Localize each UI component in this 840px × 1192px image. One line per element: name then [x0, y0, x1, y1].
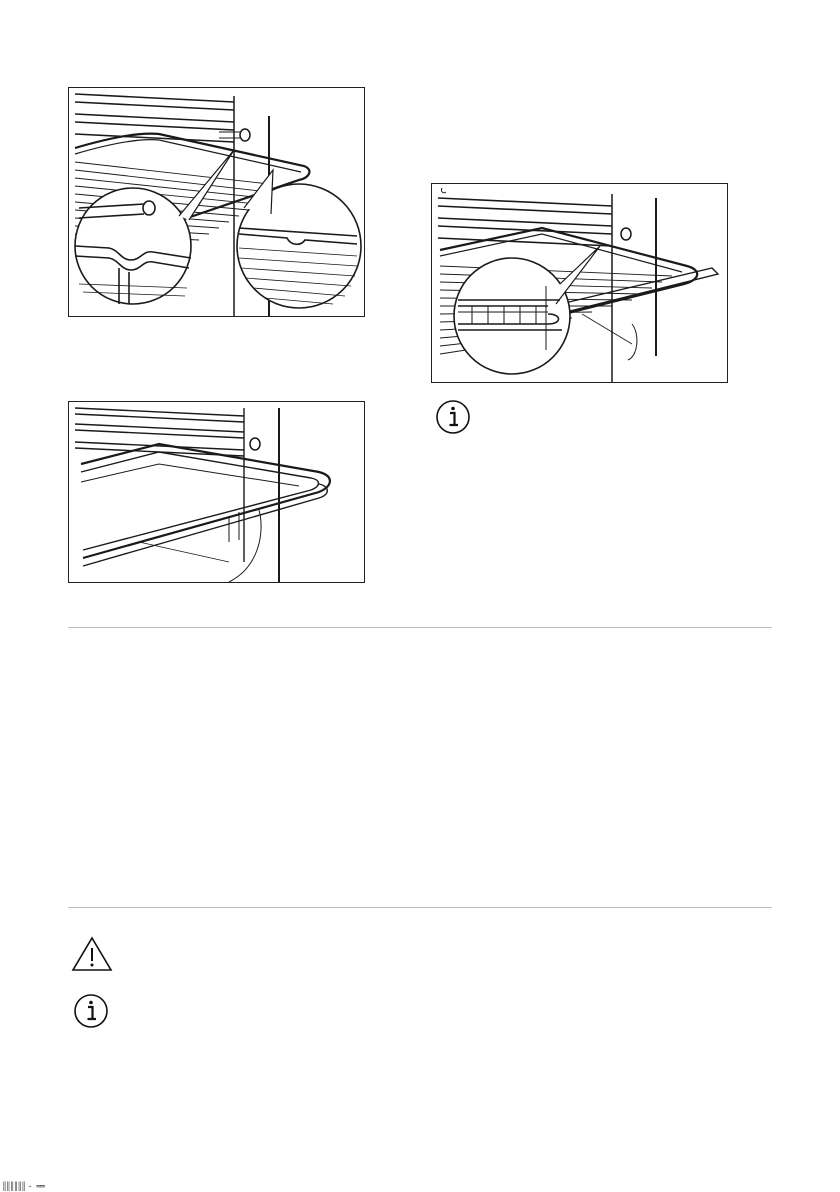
info-icon	[432, 399, 474, 435]
page-marker: ║║║║║║ ╴ ══	[2, 1182, 44, 1191]
info-icon	[70, 993, 112, 1029]
figure-wire-shelf-detail	[68, 87, 365, 317]
figure-deep-pan	[68, 401, 365, 583]
warning-icon	[70, 935, 114, 973]
figure-wire-shelf-on-telescopic	[431, 183, 728, 383]
section-divider-bottom	[68, 907, 772, 908]
section-divider-top	[68, 627, 772, 628]
